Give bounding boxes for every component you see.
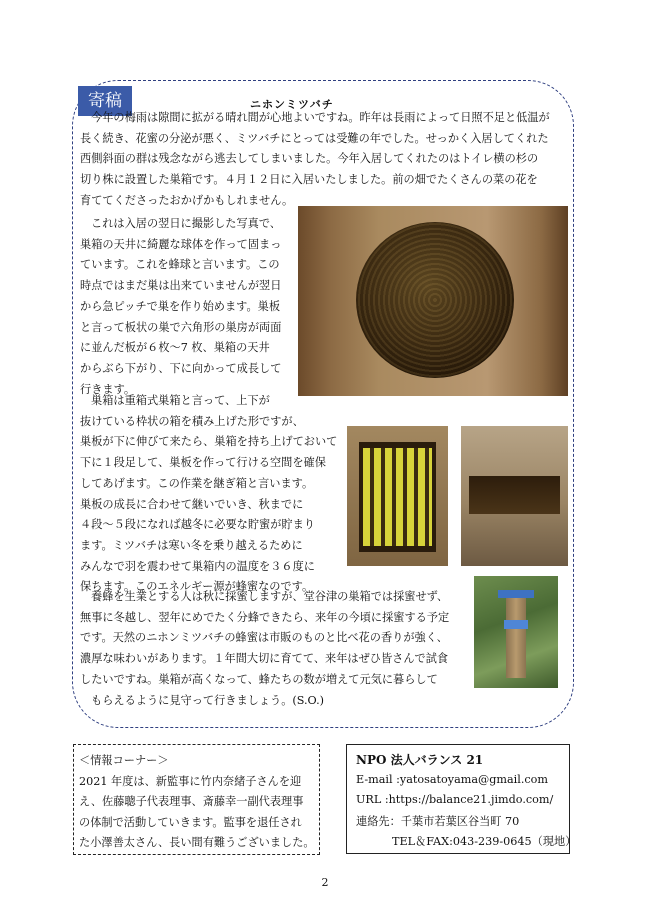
text-line: したいですね。巣箱が高くなって、蜂たちの数が増えて元気に暮らして bbox=[80, 672, 438, 686]
text-line: もらえるように見守って行きましょう。(S.O.) bbox=[91, 693, 324, 707]
paragraph-swarm-ball bbox=[80, 214, 281, 400]
paragraph-hive-box bbox=[80, 391, 337, 598]
text-line: 抜けている枠状の箱を積み上げた形ですが、 bbox=[80, 414, 304, 428]
honeycomb-photo bbox=[347, 426, 448, 566]
text-line: に並んだ板が６枚〜7 枚、巣箱の天井 bbox=[80, 341, 270, 355]
hive-in-woods-photo bbox=[474, 576, 558, 688]
text-line: です。天然のニホンミツバチの蜂蜜は市販のものと比べ花の香りが強く、 bbox=[80, 631, 448, 645]
email-link[interactable]: E-mail :yatosatoyama@gmail.com bbox=[356, 773, 548, 786]
org-name: NPO 法人バランス 21 bbox=[356, 753, 484, 767]
phone-fax: TEL＆FAX:043-239-0645（現地） bbox=[392, 835, 577, 848]
info-corner-text bbox=[79, 751, 315, 854]
text-line: 巣板の成長に合わせて継いでいき、秋までに bbox=[80, 497, 304, 511]
info-heading: ＜情報コーナー＞ bbox=[79, 754, 169, 767]
text-line: 長く続き、花蜜の分泌が悪く、ミツバチにとっては受難の年でした。せっかく入居してくれた bbox=[80, 131, 549, 145]
text-line: 養蜂を生業とする人は秋に採蜜しますが、堂谷津の巣箱では採蜜せず、 bbox=[91, 590, 449, 603]
text-line: ます。ミツバチは寒い冬を乗り越えるために bbox=[80, 538, 303, 552]
text-line: 行きます。 bbox=[80, 382, 136, 396]
text-line: 今年の梅雨は隙間に拡がる晴れ間が心地よいですね。昨年は長雨によって日照不足と低温が bbox=[91, 111, 550, 124]
text-line: 巣板が下に伸びて来たら、巣箱を持ち上げておいて bbox=[80, 435, 338, 449]
paragraph-intro bbox=[80, 108, 550, 212]
text-line: 保ちます。このエネルギー源が蜂蜜なのです。 bbox=[80, 580, 314, 594]
article-title: ニホンミツバチ bbox=[250, 98, 334, 111]
text-line: 2021 年度は、新監事に竹内奈緒子さんを迎 bbox=[79, 774, 302, 788]
text-line: 切り株に設置した巣箱です。４月１２日に入居いたしました。前の畑でたくさんの菜の花を bbox=[80, 173, 538, 187]
url-link[interactable]: URL :https://balance21.jimdo.com/ bbox=[356, 793, 554, 806]
text-line: 育ててくださったおかげかもしれません。 bbox=[80, 193, 294, 207]
text-line: みんなで羽を震わせて巣箱内の温度を３６度に bbox=[80, 559, 315, 573]
text-line: ています。これを蜂球と言います。この bbox=[80, 258, 280, 272]
text-line: これは入居の翌日に撮影した写真で、 bbox=[91, 217, 281, 230]
page-number: 2 bbox=[321, 876, 329, 889]
contribution-tag: 寄稿 bbox=[78, 86, 132, 116]
text-line: 濃厚な味わいがあります。１年間大切に育てて、来年はぜひ皆さんで試食 bbox=[80, 652, 449, 666]
text-line: ４段〜５段になれば越冬に必要な貯蜜が貯まり bbox=[80, 518, 315, 532]
text-line: 時点ではまだ巣は出来ていませんが翌日 bbox=[80, 279, 282, 293]
hive-box-interior-photo bbox=[461, 426, 568, 566]
text-line: の体制で活動していきます。監事を退任され bbox=[79, 815, 302, 829]
text-line: 西側斜面の群は残念ながら逃去してしまいました。今年入居してくれたのはトイレ横の杉の bbox=[80, 152, 539, 166]
text-line: た小澤善太さん、長い間有難うございました。 bbox=[79, 836, 315, 849]
text-line: から急ピッチで巣を作り始めます。巣板 bbox=[80, 299, 281, 313]
text-line: 巣箱は重箱式巣箱と言って、上下が bbox=[91, 394, 270, 407]
text-line: え、佐藤聰子代表理事、斎藤幸一副代表理事 bbox=[79, 795, 304, 808]
paragraph-harvest bbox=[80, 587, 449, 711]
text-line: と言って板状の巣で六角形の巣房が両面 bbox=[80, 320, 282, 334]
text-line: 無事に冬越し、翌年にめでたく分蜂できたら、来年の今頃に採蜜する予定 bbox=[80, 610, 450, 624]
text-line: 下に１段足して、巣板を作って行ける空間を確保 bbox=[80, 456, 326, 470]
address: 連絡先：千葉市若葉区谷当町 70 bbox=[356, 815, 520, 828]
text-line: 巣箱の天井に綺麗な球体を作って固まっ bbox=[80, 237, 282, 251]
text-line: してあげます。この作業を継ぎ箱と言います。 bbox=[80, 476, 314, 490]
text-line: からぶら下がり、下に向かって成長して bbox=[80, 361, 282, 375]
bee-swarm-photo bbox=[298, 206, 568, 396]
